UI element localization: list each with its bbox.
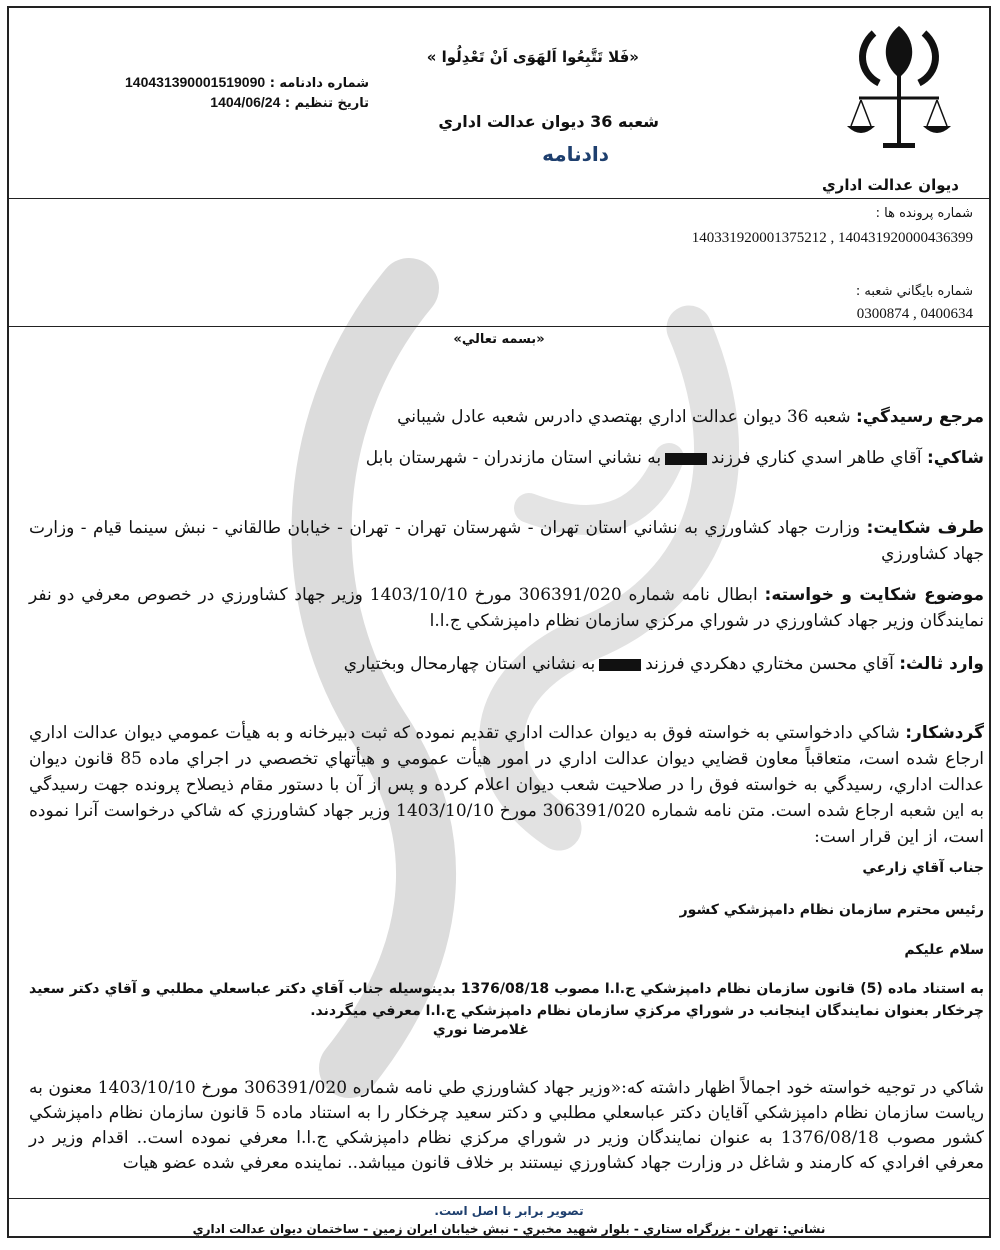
redaction-bar <box>665 453 707 465</box>
page-title: دادنامه <box>542 142 609 166</box>
divider <box>9 326 989 327</box>
defendant-paragraph <box>29 515 984 567</box>
explanation-paragraph: شاكي در توجيه خواسته خود اجمالاً اظهار داشته كه:«وزير جهاد كشاورزي طي نامه شماره 306391/020 مورخ 1403/10/10 معنون به رياست سازمان نظام دامپزشكي آقايان دكتر عباسعلي مطلبي و دكتر سعيد چرخكار را به استناد ماده 5 قانون سازمان نظام دامپزشكي كشور مصوب 1376/08/18 به عنوان نمايندگان وزير در شوراي مركزي نظام دامپزشكي ج.ا.ا معرفي نموده است.. اقدام وزير در معرفي افرادي كه كارمند و شاغل در وزارت جهاد كشاورزي نيستند بر خلاف قانون ميباشد.. نماينده معرفي شده عضو هيات <box>29 1078 985 1173</box>
letter-salutation: جناب آقاي زارعي <box>862 860 984 876</box>
verdict-number: 140431390001519090 <box>125 74 266 90</box>
case-numbers-label: شماره پرونده ها : <box>875 206 973 221</box>
defendant-label: طرف شكايت: <box>866 518 985 538</box>
plaintiff-paragraph <box>29 445 984 471</box>
date-label: تاريخ تنظيم : <box>284 96 369 111</box>
document-frame <box>7 6 991 1238</box>
third-party-paragraph <box>29 651 984 677</box>
ref-text: شعبه 36 ديوان عدالت اداري بهتصدي دادرس شعبه عادل شيباني <box>397 407 856 427</box>
archive-label: شماره بايگاني شعبه : <box>855 284 973 299</box>
divider <box>9 1198 989 1199</box>
plaintiff-text-a: آقاي طاهر اسدي كناري فرزند <box>711 448 927 468</box>
third-party-text-b: به نشاني استان چهارمحال وبختياري <box>343 654 596 674</box>
case-numbers: 140431920000436399 , 140331920001375212 <box>691 230 973 246</box>
redaction-bar <box>599 659 641 671</box>
court-name: ديوان عدالت اداري <box>821 176 959 194</box>
subject-paragraph <box>29 582 984 634</box>
process-label: گردشكار: <box>905 723 984 743</box>
branch-name: شعبه 36 ديوان عدالت اداري <box>438 112 659 131</box>
process-text: شاكي دادخواستي به خواسته فوق به ديوان عدالت اداري تقديم نموده كه ثبت دبيرخانه و به هيأت عمومي ديوان عدالت اداري ارجاع شده است، متعاقباً معاون قضايي ديوان عدالت اداري در امور هيأت عمومي و هيأتهاي تخصصي در اجراي ماده 85 قانون ديوان عدالت اداري، رسيدگي به خواسته فوق را در صلاحيت شعب ديوان اعلام كرده و پس از آن با دستور مقام ذيصلاح پرونده جهت رسيدگي به اين شعبه ارجاع شده است. متن نامه شماره 306391/020 مورخ 1403/10/10 وزير جهاد كشاورزي كه شاكي درخواست آنرا نموده است، از اين قرار است: <box>29 723 985 847</box>
header-quote: «فَلا تَتَّبِعُوا اَلهَوَى اَنْ تَعْدِلُوا » <box>426 48 639 66</box>
iran-emblem-icon <box>839 18 959 168</box>
letter-recipient: رئيس محترم سازمان نظام دامپزشكي كشور <box>679 902 984 918</box>
process-paragraph <box>29 720 984 850</box>
third-party-label: وارد ثالث: <box>899 654 984 674</box>
footer-address: نشاني: تهران - بزرگراه ستاري - بلوار شهيد مخبري - نبش خيابان ايران زمين - ساختمان ديوان عدالت اداري <box>192 1222 826 1236</box>
verdict-number-label: شماره دادنامه : <box>269 76 369 91</box>
plaintiff-label: شاكي: <box>927 448 984 468</box>
ref-paragraph <box>29 404 984 430</box>
subject-label: موضوع شكايت و خواسته: <box>764 585 985 605</box>
ref-label: مرجع رسيدگي: <box>855 407 984 427</box>
archive-numbers: 0400634 , 0300874 <box>856 306 973 322</box>
letter-greeting: سلام عليكم <box>904 942 984 958</box>
verdict-number-row <box>109 74 369 91</box>
divider <box>9 198 989 199</box>
subject-text: ابطال نامه شماره 306391/020 مورخ 1403/10/10 وزير جهاد كشاورزي در خصوص معرفي دو نفر نمايندگان وزير جهاد كشاورزي در شوراي مركزي سازمان نظام دامپزشكي ج.ا.ا <box>29 585 984 631</box>
certified-copy-note: تصوير برابر با اصل است. <box>434 1204 584 1218</box>
third-party-text-a: آقاي محسن مختاري دهكردي فرزند <box>645 654 900 674</box>
letter-body: به استناد ماده (5) قانون سازمان نظام دامپزشكي ج.ا.ا مصوب 1376/08/18 بدينوسيله جناب آقاي دكتر عباسعلي مطلبي و آقاي دكتر سعيد چرخكار بعنوان نمايندگان اينجانب در شوراي مركزي سازمان نظام دامپزشكي ج.ا.ا معرفي ميگردند. <box>29 981 984 1019</box>
plaintiff-text-b: به نشاني استان مازندران - شهرستان بابل <box>365 448 662 468</box>
date-value: 1404/06/24 <box>210 94 281 110</box>
defendant-text: وزارت جهاد كشاورزي به نشاني استان تهران - شهرستان تهران - تهران - خيابان طالقاني - نبش سينما قيام - وزارت جهاد كشاورزي <box>29 518 984 564</box>
basmala: «بسمه تعالي» <box>453 332 545 347</box>
letter-signature: غلامرضا نوري <box>432 1022 529 1038</box>
date-row <box>109 94 369 111</box>
